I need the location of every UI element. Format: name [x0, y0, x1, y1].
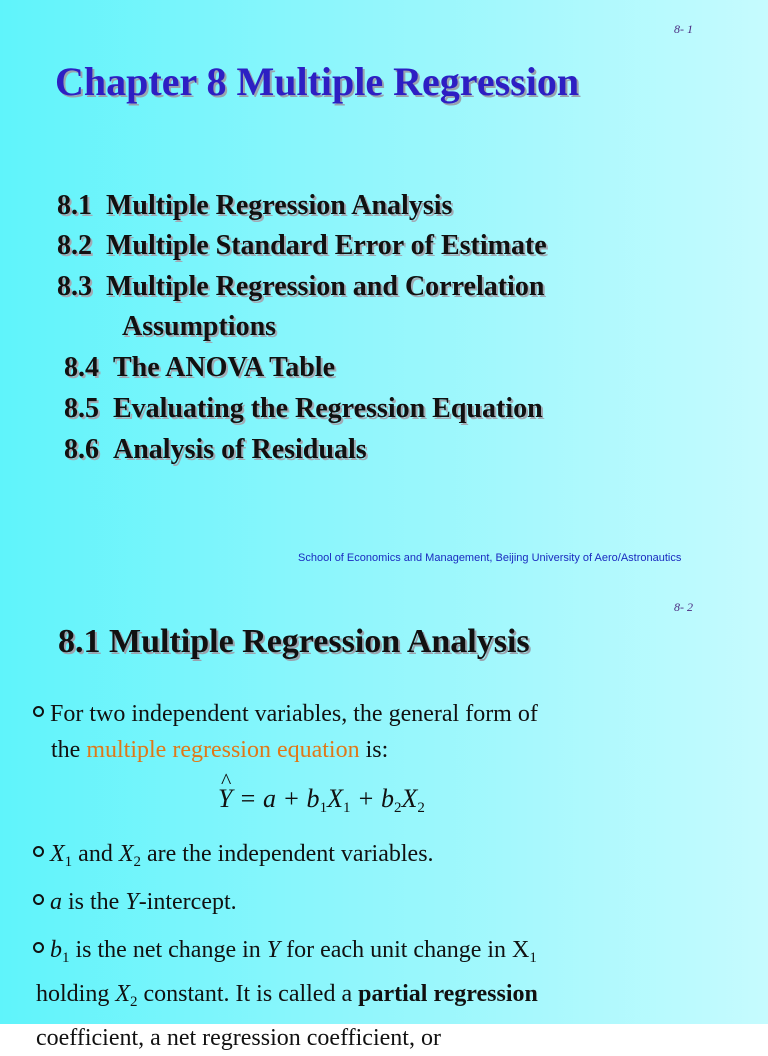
page-number: 8- 2: [674, 600, 693, 614]
toc-item: [57, 271, 544, 303]
toc-item: [57, 190, 452, 222]
toc-number: 8.4: [64, 352, 99, 383]
regression-equation: ^ $Y = a + b_1X_1 + b_2X_2$: [218, 784, 425, 817]
bold-term: partial regression: [358, 981, 538, 1007]
bullet-icon: [33, 846, 44, 857]
toc-number: 8.3: [57, 271, 92, 302]
toc-text: Evaluating the Regression Equation: [113, 393, 543, 424]
toc-text: Multiple Regression and Correlation: [106, 271, 545, 302]
footer-institution: School of Economics and Management, Beijing University of Aero/Astronautics: [298, 552, 682, 564]
toc-number: 8.1: [57, 190, 92, 221]
toc-item: [64, 352, 335, 384]
toc-item: [64, 434, 367, 466]
toc-number: 8.2: [57, 230, 92, 261]
highlight-term: multiple regression equation: [86, 737, 360, 763]
page-number: 8- 1: [674, 22, 693, 36]
slide-2: [0, 574, 768, 1051]
toc-number: 8.5: [64, 393, 99, 424]
toc-text: Assumptions: [122, 311, 277, 342]
toc-text: The ANOVA Table: [113, 352, 336, 383]
toc-item: [57, 230, 547, 262]
toc-item-continuation: [122, 311, 276, 343]
slide-title: 8.1 Multiple Regression Analysis: [58, 623, 530, 660]
paragraph-general-form: For two independent variables, the general form of the multiple regression equation is:: [33, 696, 538, 768]
bullet-icon: [33, 942, 44, 953]
toc-item: [64, 393, 543, 425]
bullet-icon: [33, 894, 44, 905]
toc-text: Multiple Regression Analysis: [106, 190, 453, 221]
toc-number: 8.6: [64, 434, 99, 465]
bullet-icon: [33, 706, 44, 717]
paragraph-partial-coefficient: $b_1$ is the net change in Y for each unit change in $X_1$ holding $X_2$ constant. It is called a partial regression coefficient, a net regression coefficient, or: [33, 932, 538, 1056]
slide-title: Chapter 8 Multiple Regression: [55, 59, 580, 104]
toc-text: Multiple Standard Error of Estimate: [106, 230, 547, 261]
y-hat: ^ Y: [218, 784, 232, 814]
paragraph-intercept: a is the Y-intercept.: [33, 884, 237, 920]
paragraph-independent-vars: $X_1$ and $X_2$ are the independent variables.: [33, 836, 434, 880]
toc-text: Analysis of Residuals: [113, 434, 367, 465]
